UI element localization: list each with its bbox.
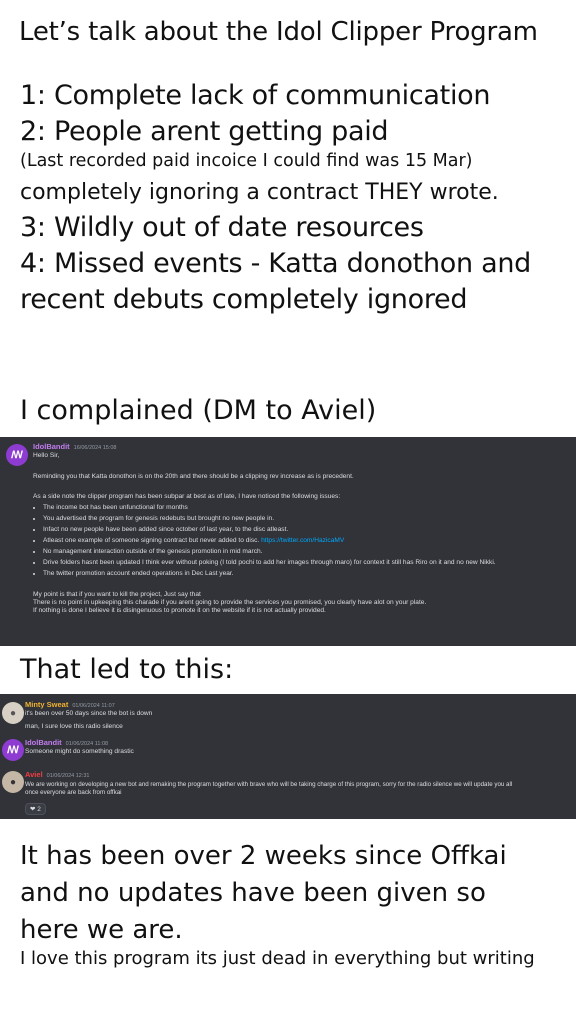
dm-bullet [43,537,568,545]
issue-4-continued: recent debuts completely ignored [20,284,468,315]
chat-line: We are working on developing a new bot and remaking the program together with brave who will be taking charge of this program, sorry for the radio silence we will update you all [25,781,513,788]
dm-bullet: • The income bot has been unfunctional for months [43,504,568,512]
dm-bullet: • Infact no new people have been added since october of last year, to the disc atleast. [43,526,568,534]
dm-para2: As a side note the clipper program has been subpar at best as of late, I have noticed the following issues: [33,492,341,500]
idolbandit-avatar[interactable]: ꟿ [6,444,28,466]
chat-author[interactable] [25,770,89,779]
closing-line-4: I love this program its just dead in everything but writing [20,948,535,969]
chat-line: it's been over 50 days since the bot is down [25,710,153,717]
dm-screenshot [0,437,576,646]
dm-bullet: • You advertised the program for genesis redebuts but brought no new people in. [43,515,568,523]
chat-timestamp: 01/06/2024 11:08 [65,741,109,747]
chat-author-name[interactable]: Minty Sweat [25,700,69,709]
dm-para3: My point is that if you want to kill the project, Just say that [33,590,201,598]
dm-bullet: • The twitter promotion account ended operations in Dec Last year. [43,570,568,578]
dm-para5: If nothing is done I believe it is disingenuous to promote it on the website if it is not actually provided. [33,607,326,615]
issue-2-continued: completely ignoring a contract THEY wrote. [20,180,499,205]
closing-line-3: here we are. [20,915,183,945]
chat-author[interactable] [25,738,108,747]
chat-line: Someone might do something drastic [25,748,134,755]
closing-line-1: It has been over 2 weeks since Offkai [20,841,507,871]
dm-timestamp: 16/06/2024 15:08 [73,445,117,451]
chat-message [25,748,134,756]
complained-heading: I complained (DM to Aviel) [20,395,377,426]
chat-screenshot [0,694,576,819]
issue-1: 1: Complete lack of communication [20,80,491,111]
dm-greeting: Hello Sir, [33,452,60,459]
chat-timestamp: 01/06/2024 11:07 [72,703,115,709]
issue-3: 3: Wildly out of date resources [20,212,424,243]
chat-line: once everyone are back from offkai [25,789,122,797]
chat-message [25,710,152,732]
issue-2-note: (Last recorded paid incoice I could find was 15 Mar) [20,151,473,171]
dm-bullet: • No management interaction outside of the genesis promotion in mid march. [43,548,568,556]
chat-author-name[interactable]: Aviel [25,770,43,779]
twitter-link[interactable]: https://twitter.com/HazicaMV [261,536,345,544]
idolbandit-avatar[interactable]: ꟿ [2,739,24,761]
dm-message [33,452,568,616]
dm-bullet-text: Atleast one example of someone signing contract but never added to disc. [43,536,262,544]
chat-line: man, I sure love this radio silence [25,723,123,731]
dm-para4: There is no point in upkeeping this charade if you arent going to provide the services you promised, you clearly have alot on your plate. [33,598,427,606]
page-title: Let’s talk about the Idol Clipper Program [19,17,538,47]
chat-author[interactable] [25,700,115,709]
reaction-count: 2 [37,806,41,813]
reaction-badge[interactable] [25,803,46,815]
aviel-avatar[interactable]: ● [2,771,24,793]
dm-author[interactable] [33,442,117,451]
led-heading: That led to this: [20,654,234,685]
chat-message [25,781,573,798]
dm-issue-list [33,504,568,578]
minty-avatar[interactable]: ● [2,702,24,724]
dm-bullet: • Drive folders hasnt been updated I think ever without poking (I told pochi to add her images through maro) for context it still has Riro on it and no new Nikki. [43,559,568,567]
closing-line-2: and no updates have been given so [20,878,486,908]
issue-4: 4: Missed events - Katta donothon and [20,248,531,279]
dm-author-name[interactable]: IdolBandit [33,442,70,451]
issue-2: 2: People arent getting paid [20,116,389,147]
chat-timestamp: 01/06/2024 12:31 [46,773,90,779]
dm-para1: Reminding you that Katta donothon is on the 20th and there should be a clipping rev increase as is precedent. [33,473,354,481]
reaction-emoji-icon: ❤ [30,806,36,813]
chat-author-name[interactable]: IdolBandit [25,738,62,747]
